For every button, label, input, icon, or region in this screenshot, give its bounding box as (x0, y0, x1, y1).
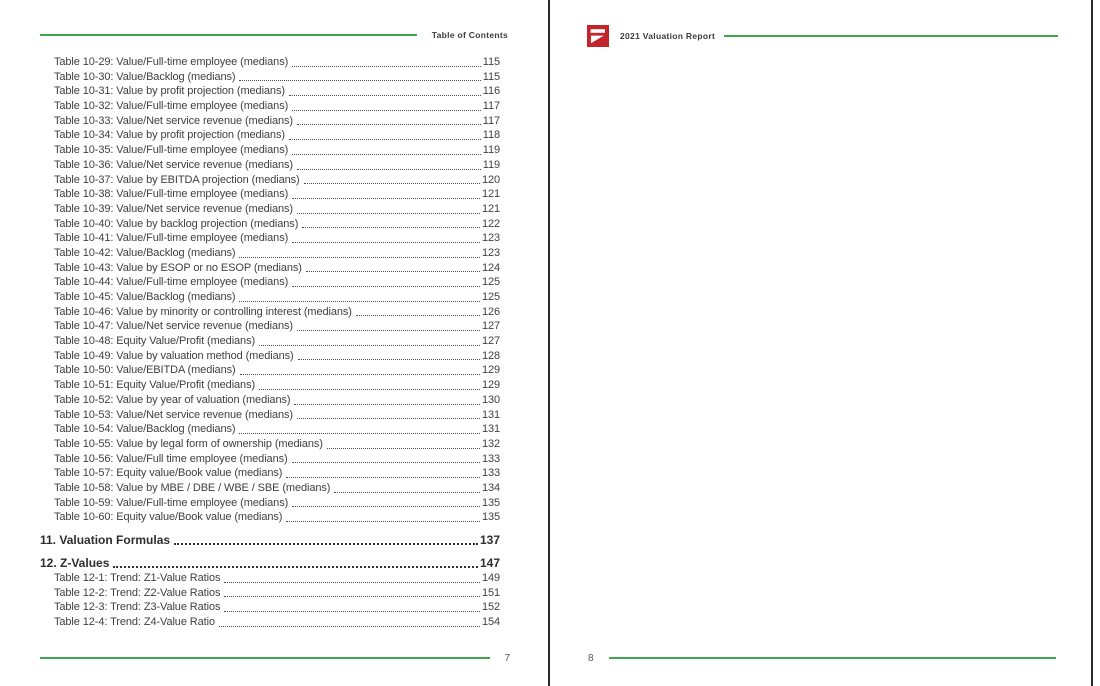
toc-entry-label: Table 10-54: Value/Backlog (medians) (54, 423, 236, 436)
toc-entry-page: 128 (481, 349, 500, 362)
dot-leader-icon (224, 596, 480, 597)
dot-leader-icon (292, 66, 481, 67)
toc-entry-label: Table 10-40: Value by backlog projection (medians) (54, 217, 299, 230)
toc-row[interactable] (40, 261, 500, 276)
toc-entry-page: 154 (481, 616, 500, 629)
header-rule-line (724, 35, 1058, 37)
toc-entry-label: Table 10-59: Value/Full-time employee (medians) (54, 496, 289, 509)
footer-rule-line (40, 657, 490, 659)
toc-row[interactable] (40, 452, 500, 467)
toc-row[interactable] (40, 319, 500, 334)
toc-entry-label: Table 10-58: Value by MBE / DBE / WBE / SBE (medians) (54, 481, 331, 494)
toc-entry-label: Table 10-38: Value/Full-time employee (medians) (54, 188, 289, 201)
toc-row[interactable] (40, 334, 500, 349)
page-header-label: Table of Contents (431, 30, 508, 40)
toc-entry-page: 118 (482, 129, 500, 142)
toc-entry-label: Table 10-33: Value/Net service revenue (medians) (54, 114, 293, 127)
toc-entry-label: Table 10-32: Value/Full-time employee (medians) (54, 100, 289, 113)
toc-entry-page: 135 (481, 496, 500, 509)
toc-row[interactable] (40, 231, 500, 246)
toc-entry-page: 122 (481, 217, 500, 230)
toc-entry-page: 115 (482, 70, 500, 83)
toc-entry-page: 115 (482, 56, 500, 68)
right-page-footer (588, 651, 1056, 665)
toc-entry-label: Table 10-49: Value by valuation method (medians) (54, 349, 294, 362)
toc-entry-label: Table 12-1: Trend: Z1-Value Ratios (54, 572, 221, 584)
toc-entry-label: Table 10-29: Value/Full-time employee (medians) (54, 56, 289, 68)
dot-leader-icon (289, 95, 481, 96)
toc-entry-page: 147 (479, 555, 500, 570)
dot-leader-icon (292, 506, 480, 507)
dot-leader-icon (239, 433, 479, 434)
toc-entry-label: Table 10-50: Value/EBITDA (medians) (54, 364, 236, 377)
toc-entry-page: 152 (481, 601, 500, 614)
toc-row[interactable] (40, 481, 500, 496)
toc-row[interactable] (40, 187, 500, 202)
toc-entry-label: Table 10-45: Value/Backlog (medians) (54, 291, 236, 303)
toc-entry-page: 130 (481, 393, 500, 406)
header-rule-line (40, 34, 417, 36)
dot-leader-icon (286, 521, 480, 522)
dot-leader-icon (239, 80, 480, 81)
dot-leader-icon (292, 462, 480, 463)
toc-row[interactable] (40, 586, 500, 601)
toc-row[interactable] (40, 305, 500, 320)
toc-row[interactable] (40, 290, 500, 305)
toc-entry-label: Table 10-52: Value by year of valuation (medians) (54, 393, 291, 406)
toc-row[interactable] (40, 217, 500, 232)
left-page-header (40, 28, 508, 42)
toc-row[interactable] (40, 393, 500, 408)
dot-leader-icon (219, 626, 480, 627)
toc-entry-page: 133 (481, 452, 500, 465)
toc-entry-label: Table 12-3: Trend: Z3-Value Ratios (54, 601, 221, 614)
toc-entry-page: 120 (481, 173, 500, 186)
toc-entry-label: 12. Z-Values (40, 555, 110, 570)
toc-row[interactable] (40, 408, 500, 423)
toc-entry-label: Table 10-39: Value/Net service revenue (medians) (54, 202, 293, 215)
dot-leader-icon (297, 124, 481, 125)
toc-row[interactable] (40, 556, 500, 572)
toc-entry-page: 129 (481, 379, 500, 392)
toc-entry-label: Table 12-4: Trend: Z4-Value Ratio (54, 616, 215, 629)
page-number: 8 (588, 652, 594, 664)
toc-entry-label: Table 10-30: Value/Backlog (medians) (54, 70, 236, 83)
toc-entry-label: Table 10-46: Value by minority or controlling interest (medians) (54, 305, 352, 318)
toc-entry-page: 125 (481, 291, 500, 303)
toc-entry-label: Table 10-35: Value/Full-time employee (medians) (54, 144, 289, 157)
toc-row[interactable] (40, 114, 500, 129)
toc-entry-page: 121 (481, 202, 500, 215)
toc-entry-page: 135 (481, 511, 500, 524)
toc-row[interactable] (40, 55, 500, 70)
toc-entry-page: 133 (481, 467, 500, 480)
dot-leader-icon (259, 389, 480, 390)
dot-leader-icon (297, 330, 480, 331)
dot-leader-icon (292, 154, 481, 155)
dot-leader-icon (239, 257, 479, 258)
toc-entry-page: 116 (482, 85, 500, 98)
toc-row[interactable] (40, 246, 500, 261)
toc-entry-label: Table 10-36: Value/Net service revenue (medians) (54, 158, 293, 171)
toc-entry-page: 132 (481, 437, 500, 450)
toc-row[interactable] (40, 202, 500, 217)
footer-rule-line (609, 657, 1056, 659)
toc-entry-label: Table 10-55: Value by legal form of ownership (medians) (54, 437, 323, 450)
dot-leader-icon (239, 301, 479, 302)
toc-entry-page: 119 (482, 144, 500, 157)
toc-entry-label: Table 10-42: Value/Backlog (medians) (54, 246, 236, 259)
toc-entry-label: Table 10-51: Equity Value/Profit (medians) (54, 379, 256, 392)
toc-entry-page: 126 (481, 305, 500, 318)
toc-row[interactable] (40, 600, 500, 615)
right-page-header (587, 25, 1058, 47)
dot-leader-icon (356, 315, 480, 316)
toc-entry-label: Table 10-60: Equity value/Book value (medians) (54, 511, 283, 524)
toc-row[interactable] (40, 363, 500, 378)
toc-entry-page: 121 (481, 188, 500, 201)
toc-entry-page: 131 (481, 423, 500, 436)
report-title: 2021 Valuation Report (620, 31, 716, 41)
toc-entry-label: Table 10-43: Value by ESOP or no ESOP (medians) (54, 261, 302, 274)
toc-entry-page: 123 (481, 232, 500, 245)
toc-entry-label: Table 10-57: Equity value/Book value (medians) (54, 467, 283, 480)
toc-row[interactable] (40, 533, 500, 549)
toc-entry-page: 127 (481, 320, 500, 333)
toc-entry-page: 134 (481, 481, 500, 494)
toc-row[interactable] (40, 158, 500, 173)
toc-row[interactable] (40, 84, 500, 99)
toc-entry-page: 125 (481, 276, 500, 289)
toc-entry-label: Table 10-31: Value by profit projection (medians) (54, 85, 285, 98)
toc-entry-label: Table 10-47: Value/Net service revenue (medians) (54, 320, 293, 333)
z-logo-icon (587, 25, 609, 47)
dot-leader-icon (297, 418, 480, 419)
dot-leader-icon (292, 198, 480, 199)
toc-entry-label: Table 10-44: Value/Full-time employee (medians) (54, 276, 289, 289)
dot-leader-icon (297, 213, 480, 214)
dot-leader-icon (292, 242, 480, 243)
toc-entry-label: Table 10-53: Value/Net service revenue (medians) (54, 408, 293, 421)
dot-leader-icon (334, 492, 480, 493)
toc-entry-label: Table 10-34: Value by profit projection (medians) (54, 129, 285, 142)
toc-entry-page: 119 (482, 158, 500, 171)
toc-entry-label: Table 12-2: Trend: Z2-Value Ratios (54, 586, 221, 599)
toc-row[interactable] (40, 349, 500, 364)
toc-entry-label: Table 10-37: Value by EBITDA projection (medians) (54, 173, 300, 186)
toc-entry-page: 149 (481, 572, 500, 584)
toc-row[interactable] (40, 173, 500, 188)
toc-row[interactable] (40, 496, 500, 511)
toc-entry-page: 137 (479, 532, 500, 547)
toc-row[interactable] (40, 437, 500, 452)
toc-entry-page: 124 (481, 261, 500, 274)
toc-row[interactable] (40, 422, 500, 437)
dot-leader-icon (113, 566, 478, 568)
dot-leader-icon (292, 110, 481, 111)
toc-entry-label: 11. Valuation Formulas (40, 532, 171, 547)
toc-row[interactable] (40, 99, 500, 114)
toc-entry-label: Table 10-56: Value/Full time employee (medians) (54, 452, 288, 465)
dot-leader-icon (298, 359, 480, 360)
dot-leader-icon (327, 448, 480, 449)
dot-leader-icon (240, 374, 480, 375)
toc-row[interactable] (40, 466, 500, 481)
toc-entry-page: 127 (481, 335, 500, 348)
dot-leader-icon (224, 611, 480, 612)
toc-row[interactable] (40, 70, 500, 85)
page-right (550, 0, 1093, 686)
dot-leader-icon (174, 543, 478, 545)
dot-leader-icon (286, 477, 480, 478)
toc-entry-label: Table 10-48: Equity Value/Profit (medians) (54, 335, 256, 348)
dot-leader-icon (306, 271, 480, 272)
dot-leader-icon (302, 227, 480, 228)
toc-row[interactable] (40, 510, 500, 525)
toc-entry-label: Table 10-41: Value/Full-time employee (medians) (54, 232, 289, 245)
toc-row[interactable] (40, 143, 500, 158)
toc-row[interactable] (40, 571, 500, 586)
left-page-footer (40, 651, 510, 665)
dot-leader-icon (224, 582, 480, 583)
page-number: 7 (504, 652, 510, 664)
toc-entry-page: 151 (481, 586, 500, 599)
toc-entry-page: 123 (481, 246, 500, 259)
toc-entry-page: 131 (481, 408, 500, 421)
toc-row[interactable] (40, 615, 500, 630)
toc-row[interactable] (40, 378, 500, 393)
dot-leader-icon (259, 345, 480, 346)
toc-row[interactable] (40, 275, 500, 290)
dot-leader-icon (289, 139, 481, 140)
dot-leader-icon (297, 169, 481, 170)
dot-leader-icon (292, 286, 480, 287)
toc-list (40, 55, 500, 630)
dot-leader-icon (294, 404, 480, 405)
toc-row[interactable] (40, 128, 500, 143)
toc-entry-page: 117 (482, 100, 500, 113)
toc-entry-page: 129 (481, 364, 500, 377)
dot-leader-icon (304, 183, 480, 184)
toc-entry-page: 117 (482, 114, 500, 127)
